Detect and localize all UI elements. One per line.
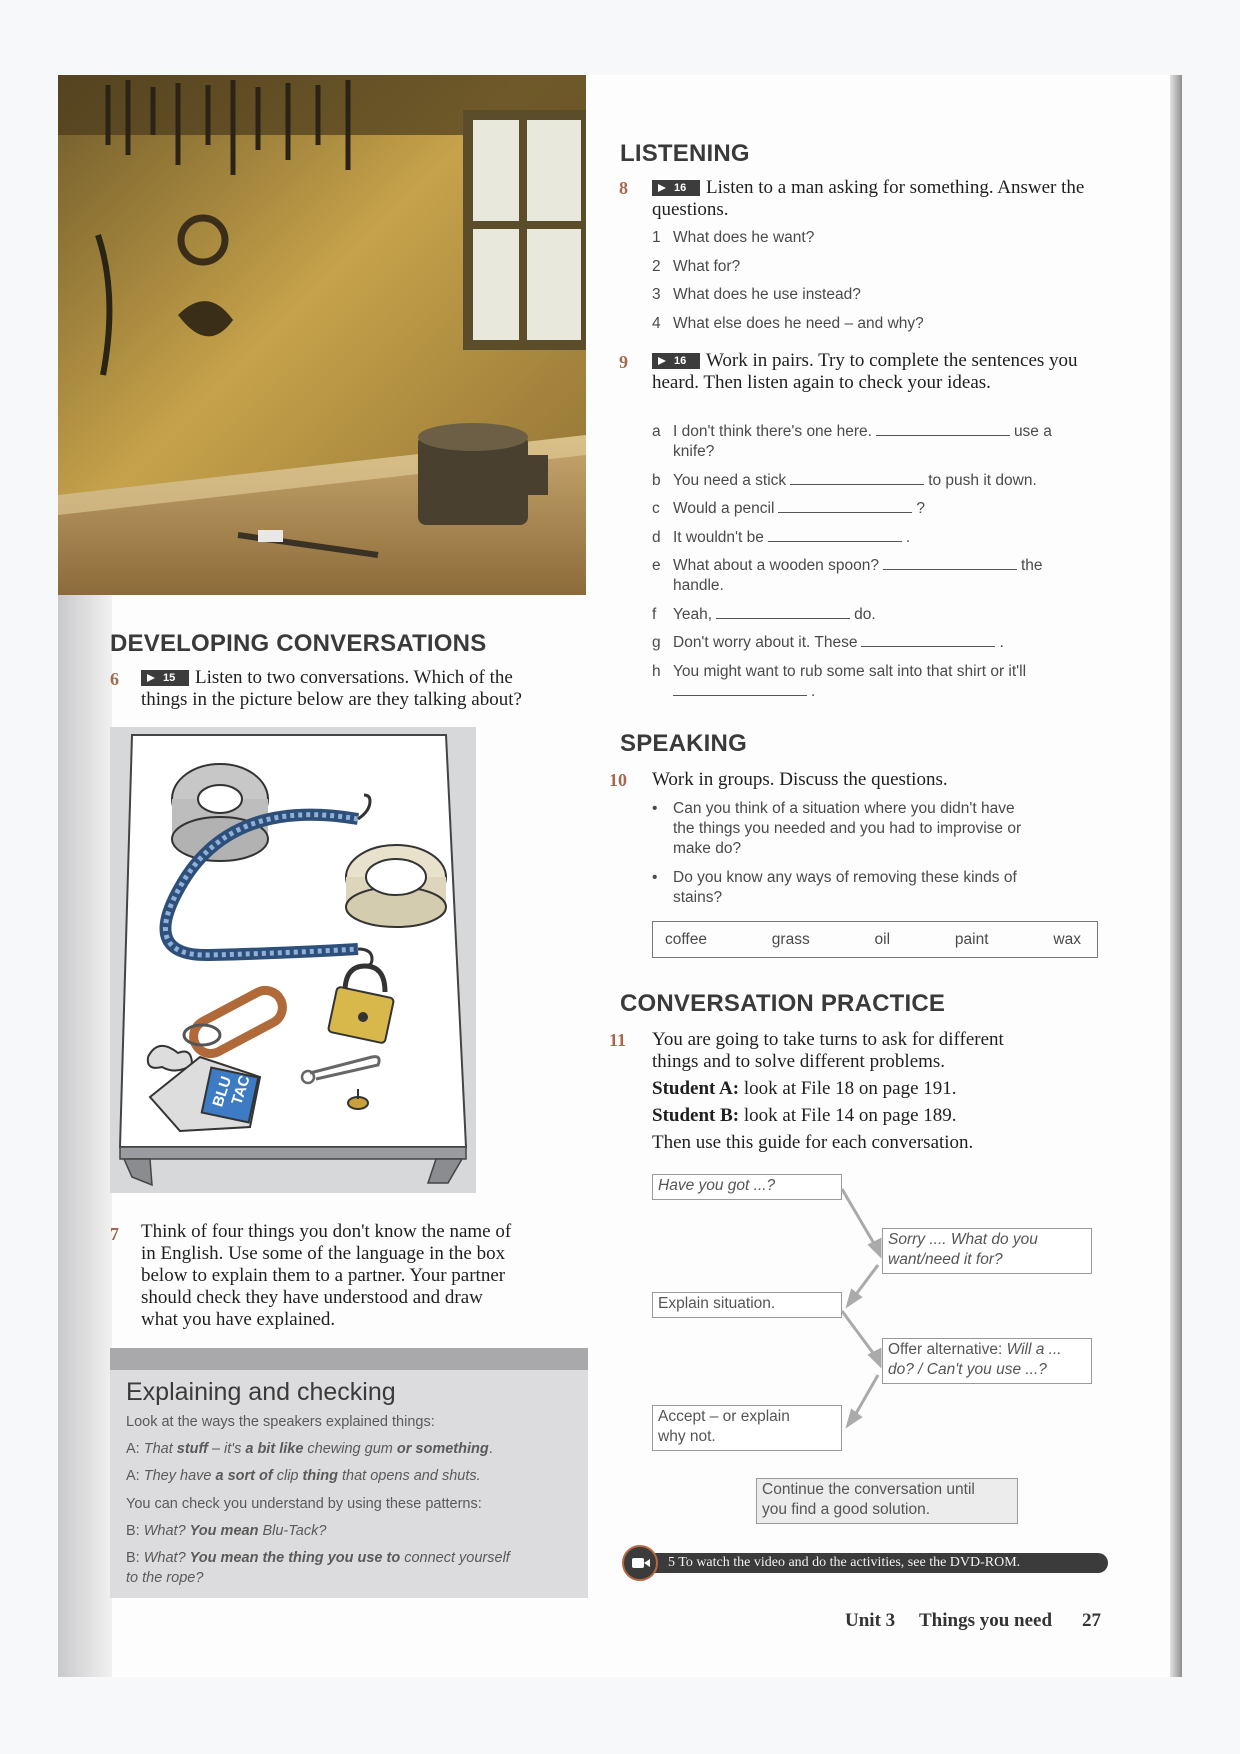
- flow-step-explain: Explain situation.: [652, 1292, 842, 1318]
- exercise-10-bullets: [652, 799, 1102, 909]
- explaining-checking-box: [110, 1348, 588, 1598]
- audio-track-badge[interactable]: 15: [141, 670, 189, 686]
- gap-fill-continuation: .: [673, 682, 815, 702]
- exercise-8-instruction: 16 Listen to a man asking for something. Answer the questions.: [652, 177, 1085, 220]
- exercise-10-number: 10: [609, 770, 627, 790]
- word-item: coffee: [665, 930, 707, 948]
- exercise-7-instruction: Think of four things you don't know the name of in English. Use some of the language in the box below to explain them to a partner. Your partner should check they have understood and draw what you have explained.: [141, 1221, 512, 1330]
- question-item: 2 What for?: [652, 258, 741, 275]
- audio-track-badge[interactable]: 16: [652, 353, 700, 369]
- flow-step-offer: Offer alternative: Will a ... do? / Can't you use ...?: [882, 1338, 1092, 1384]
- video-banner[interactable]: [622, 1551, 1110, 1575]
- gap-fill-continuation: handle.: [673, 577, 724, 594]
- question-item: 4 What else does he need – and why?: [652, 315, 924, 332]
- box-line: You can check you understand by using these patterns:: [126, 1496, 482, 1512]
- answer-blank[interactable]: [883, 556, 1017, 570]
- bullet-item: • Can you think of a situation where you didn't have the things you needed and you had to improvise or make do?: [652, 800, 1022, 857]
- exercise-6-instruction: 15 Listen to two conversations. Which of the things in the picture below are they talking about?: [141, 667, 522, 710]
- gap-fill-item: g Don't worry about it. These .: [652, 634, 1004, 651]
- gap-fill-item: b You need a stick to push it down.: [652, 472, 1037, 489]
- answer-blank[interactable]: [790, 471, 924, 485]
- box-line: A: They have a sort of clip thing that opens and shuts.: [126, 1468, 481, 1484]
- box-title: Explaining and checking: [126, 1378, 396, 1406]
- masking-tape-icon: [346, 845, 446, 927]
- video-banner-text: 5 To watch the video and do the activities, see the DVD-ROM.: [668, 1555, 1021, 1570]
- video-camera-icon: [622, 1545, 658, 1581]
- box-header-band: [110, 1348, 588, 1370]
- gap-fill-item: c Would a pencil ?: [652, 500, 926, 517]
- box-line: to the rope?: [126, 1570, 204, 1586]
- question-item: 3 What does he use instead?: [652, 286, 861, 303]
- bullet-item: • Do you know any ways of removing these kinds of stains?: [652, 869, 1017, 906]
- answer-blank[interactable]: [876, 422, 1010, 436]
- flow-step-accept: Accept – or explain why not.: [652, 1405, 842, 1451]
- answer-blank[interactable]: [778, 499, 912, 513]
- footer-unit: Unit 3: [845, 1610, 896, 1631]
- exercise-7-number: 7: [110, 1224, 119, 1244]
- word-item: oil: [874, 930, 891, 948]
- flow-step-ask: Have you got ...?: [652, 1174, 842, 1200]
- stains-word-box: [652, 921, 1098, 958]
- page-edge: [1170, 75, 1182, 1677]
- word-item: paint: [954, 930, 989, 948]
- blu-tack-label-1: BLU: [209, 1074, 236, 1109]
- flow-step-reply: Sorry .... What do you want/need it for?: [882, 1228, 1092, 1274]
- speaking-heading: SPEAKING: [620, 730, 747, 757]
- box-line: B: What? You mean the thing you use to connect yourself: [126, 1550, 510, 1566]
- audio-track-badge[interactable]: 16: [652, 180, 700, 196]
- exercise-10-instruction: Work in groups. Discuss the questions.: [652, 769, 948, 790]
- developing-conversations-heading: DEVELOPING CONVERSATIONS: [110, 630, 487, 657]
- answer-blank[interactable]: [861, 633, 995, 647]
- question-item: 1 What does he want?: [652, 229, 815, 246]
- gap-fill-item: f Yeah, do.: [652, 606, 876, 623]
- exercise-6-number: 6: [110, 669, 119, 689]
- left-margin-band: [58, 595, 112, 1677]
- word-item: grass: [771, 930, 810, 948]
- exercise-9-sentences: [652, 422, 1102, 702]
- gap-fill-item: d It wouldn't be .: [652, 529, 911, 546]
- workshop-photo: [58, 75, 586, 595]
- word-item: wax: [1053, 930, 1081, 948]
- answer-blank[interactable]: [716, 605, 850, 619]
- exercise-8-questions: [652, 228, 1092, 338]
- gap-fill-item: a I don't think there's one here. use a: [652, 423, 1052, 440]
- exercise-9-number: 9: [619, 352, 628, 372]
- box-line: B: What? You mean Blu-Tack?: [126, 1523, 327, 1539]
- blu-tack-label-2: TAC: [228, 1073, 254, 1107]
- footer-title: Things you need: [919, 1610, 1053, 1631]
- box-line: A: That stuff – it's a bit like chewing gum or something.: [126, 1441, 493, 1457]
- exercise-11-instruction: You are going to take turns to ask for different things and to solve different problems. Student A: look at File 18 on page 191. Student B: look at File 14 on page 189. Then use this guide for each conversation.: [652, 1029, 1004, 1153]
- page-number: 27: [1082, 1610, 1101, 1631]
- listening-heading: LISTENING: [620, 140, 750, 167]
- flow-step-continue: Continue the conversation until you find a good solution.: [756, 1478, 1018, 1524]
- flowchart-arrows: [840, 1185, 1100, 1445]
- exercise-8-number: 8: [619, 178, 628, 198]
- answer-blank[interactable]: [768, 528, 902, 542]
- exercise-9-instruction: 16 Work in pairs. Try to complete the sentences you heard. Then listen again to check your ideas.: [652, 350, 1078, 393]
- objects-illustration: [110, 727, 476, 1193]
- conversation-practice-heading: CONVERSATION PRACTICE: [620, 990, 946, 1017]
- exercise-11-number: 11: [609, 1030, 627, 1050]
- gap-fill-item: h You might want to rub some salt into that shirt or it'll: [652, 663, 1027, 680]
- box-line: Look at the ways the speakers explained things:: [126, 1414, 435, 1430]
- gap-fill-item: e What about a wooden spoon? the: [652, 557, 1043, 574]
- gap-fill-continuation: knife?: [673, 443, 715, 460]
- answer-blank[interactable]: [673, 682, 807, 696]
